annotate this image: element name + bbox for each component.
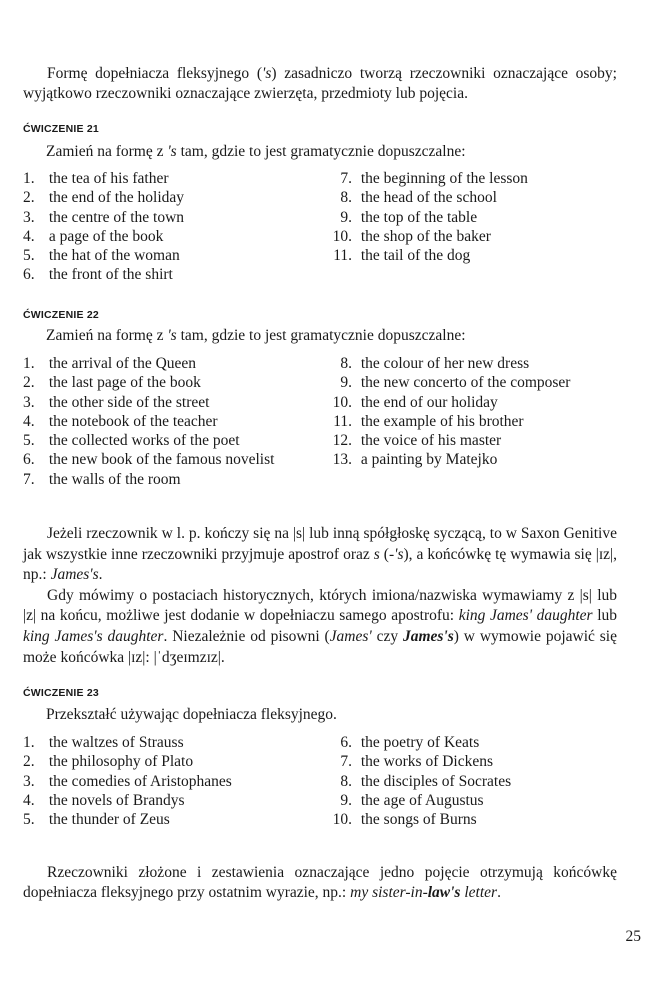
item-text: the tea of his father [48, 170, 169, 187]
item-text: the disciples of Socrates [360, 772, 512, 790]
item-number: 2. [23, 374, 35, 392]
item-text: the other side of the street [48, 393, 210, 411]
italic-text: s [373, 545, 380, 563]
exercise-item [23, 354, 274, 373]
item-text: the colour of her new dress [360, 355, 530, 372]
item-text: the new book of the famous novelist [48, 451, 275, 469]
compound-nouns-paragraph [23, 863, 617, 903]
italic-text: James's [50, 566, 99, 584]
item-text: the philosophy of Plato [48, 753, 194, 771]
text: Rzeczowniki złożone i zestawienia oznaczające jedno pojęcie otrzymują końcówkę dopełniacza fleksyjnego przy ostatnim wyrazie, np.: [23, 864, 617, 901]
item-number: 7. [340, 753, 352, 771]
item-number: 10. [332, 393, 352, 411]
item-number: 5. [23, 811, 35, 829]
item-text: the end of the holiday [48, 189, 185, 207]
exercise-item [330, 354, 570, 373]
item-number: 1. [23, 355, 35, 372]
item-text: the new concerto of the composer [360, 374, 571, 392]
item-number: 3. [23, 393, 35, 411]
item-number: 8. [340, 772, 352, 790]
instruction-text: Zamień na formę z [46, 143, 168, 160]
item-number: 5. [23, 432, 35, 450]
item-text: the tail of the dog [360, 247, 471, 265]
page-number: 25 [625, 928, 641, 945]
exercise-22-instruction [46, 326, 466, 346]
exercise-23-heading: ĆWICZENIE 23 [23, 687, 99, 699]
item-number: 6. [23, 266, 35, 284]
italic-text: letter [460, 884, 498, 901]
text: . [98, 566, 103, 584]
item-text: the notebook of the teacher [48, 412, 218, 430]
item-number: 8. [340, 355, 352, 372]
exercise-item [23, 208, 184, 227]
saxon-paragraph-1 [23, 524, 617, 586]
item-text: the novels of Brandys [48, 791, 185, 809]
item-number: 13. [332, 451, 352, 469]
item-text: a painting by Matejko [360, 451, 498, 469]
instruction-italic: 's [167, 143, 177, 160]
text: lub [592, 607, 617, 625]
item-number: 10. [332, 227, 352, 245]
item-number: 4. [23, 227, 35, 245]
exercise-item [23, 431, 274, 450]
item-text: the walls of the room [48, 470, 181, 488]
item-text: the top of the table [360, 208, 478, 226]
exercise-22-left-list [23, 354, 274, 489]
item-number: 3. [23, 208, 35, 226]
instruction-text: tam, gdzie to jest gramatycznie dopuszczalne: [176, 143, 466, 160]
item-text: the beginning of the lesson [360, 170, 528, 187]
text: czy [371, 627, 403, 645]
item-number: 1. [23, 734, 35, 751]
exercise-item [330, 772, 511, 791]
item-number: 9. [340, 791, 352, 809]
exercise-item [330, 188, 528, 207]
exercise-item [330, 169, 528, 188]
item-text: the age of Augustus [360, 791, 484, 809]
exercise-22-right-list [330, 354, 570, 470]
item-text: the shop of the baker [360, 227, 491, 245]
item-number: 9. [340, 374, 352, 392]
item-number: 6. [23, 451, 35, 469]
intro-text-2: ) zasadniczo tworzą rzeczowniki oznaczające osoby; wyjątkowo rzeczowniki oznaczające zwierzęta, przedmioty lub pojęcia. [23, 65, 617, 102]
italic-text: James' [329, 627, 372, 645]
item-text: the front of the shirt [48, 266, 173, 284]
item-text: the arrival of the Queen [48, 355, 197, 372]
italic-text: my sister-in- [350, 884, 428, 901]
item-number: 2. [23, 189, 35, 207]
item-text: a page of the book [48, 227, 164, 245]
exercise-item [23, 412, 274, 431]
item-number: 11. [333, 247, 352, 265]
item-text: the songs of Burns [360, 811, 477, 829]
exercise-21-heading: ĆWICZENIE 21 [23, 123, 99, 135]
item-text: the works of Dickens [360, 753, 494, 771]
exercise-item [330, 733, 511, 752]
item-number: 12. [332, 432, 352, 450]
item-text: the last page of the book [48, 374, 201, 392]
exercise-item [23, 373, 274, 392]
item-text: the thunder of Zeus [48, 811, 170, 829]
exercise-21-instruction [46, 142, 466, 162]
text: Gdy mówimy o postaciach historycznych, których imiona/nazwiska wymawiamy z |s| lub |z| na końcu, możliwe jest dodanie w dopełniaczu samego apostrofu: [23, 586, 617, 625]
text: (- [379, 545, 395, 563]
text: . Niezależnie od pisowni ( [163, 627, 330, 645]
exercise-item [330, 393, 570, 412]
instruction-text: Zamień na formę z [46, 327, 168, 344]
italic-text: king James' daughter [458, 607, 593, 625]
item-text: the collected works of the poet [48, 432, 240, 450]
item-number: 3. [23, 772, 35, 790]
saxon-paragraph-2 [23, 586, 617, 668]
exercise-item [23, 450, 274, 469]
saxon-genitive-paragraphs [23, 524, 617, 668]
item-number: 4. [23, 791, 35, 809]
intro-italic: 's [262, 65, 272, 82]
exercise-item [23, 772, 232, 791]
item-number: 1. [23, 170, 35, 187]
item-text: the waltzes of Strauss [48, 734, 184, 751]
instruction-italic: 's [167, 327, 177, 344]
exercise-22-heading: ĆWICZENIE 22 [23, 309, 99, 321]
exercise-item [330, 208, 528, 227]
intro-paragraph [23, 64, 617, 104]
exercise-item [23, 169, 184, 188]
exercise-item [23, 752, 232, 771]
item-number: 7. [340, 170, 352, 187]
exercise-item [23, 393, 274, 412]
exercise-item [330, 227, 528, 246]
bold-italic-text: James's [402, 627, 454, 645]
text: ) w wymowie pojawić się może końcówka |ɪz|: |ˈdʒeɪmzɪz|. [23, 627, 617, 666]
bold-italic-text: law's [427, 884, 461, 901]
item-text: the end of our holiday [360, 393, 498, 411]
item-number: 6. [340, 734, 352, 751]
exercise-21-left-list [23, 169, 184, 285]
item-number: 4. [23, 412, 35, 430]
italic-text: king James's daughter [23, 627, 164, 645]
exercise-item [330, 791, 511, 810]
text: ), a końcówkę tę wymawia się |ɪz|, np.: [23, 545, 617, 584]
exercise-item [23, 227, 184, 246]
item-number: 5. [23, 247, 35, 265]
item-number: 7. [23, 470, 35, 488]
exercise-item [330, 450, 570, 469]
item-text: the centre of the town [48, 208, 185, 226]
exercise-23-instruction: Przekształć używając dopełniacza fleksyjnego. [46, 706, 337, 723]
text: . [497, 884, 501, 901]
exercise-21-right-list [330, 169, 528, 265]
item-number: 10. [332, 811, 352, 829]
item-text: the example of his brother [360, 412, 524, 430]
exercise-item [23, 791, 232, 810]
exercise-item [330, 752, 511, 771]
exercise-item [330, 431, 570, 450]
item-text: the comedies of Aristophanes [48, 772, 232, 790]
exercise-item [330, 246, 528, 265]
exercise-23-left-list [23, 733, 232, 829]
item-number: 8. [340, 189, 352, 207]
item-number: 2. [23, 753, 35, 771]
item-number: 9. [340, 208, 352, 226]
exercise-item [23, 470, 274, 489]
item-number: 11. [333, 412, 352, 430]
exercise-item [330, 373, 570, 392]
exercise-item [330, 412, 570, 431]
exercise-23-right-list [330, 733, 511, 829]
item-text: the voice of his master [360, 432, 502, 450]
item-text: the hat of the woman [48, 247, 180, 265]
intro-text-1: Formę dopełniacza fleksyjnego ( [47, 65, 262, 82]
instruction-text: tam, gdzie to jest gramatycznie dopuszczalne: [176, 327, 466, 344]
item-text: the head of the school [360, 189, 497, 207]
italic-text: 's [394, 545, 404, 563]
exercise-item [23, 188, 184, 207]
exercise-item [23, 246, 184, 265]
text: Jeżeli rzeczownik w l. p. kończy się na |s| lub inną spółgłoskę syczącą, to w Saxon Genitive jak wszystkie inne rzeczowniki przyjmuje apostrof oraz [23, 525, 617, 563]
exercise-item [23, 733, 232, 752]
item-text: the poetry of Keats [360, 734, 480, 751]
exercise-item [23, 265, 184, 284]
exercise-item [23, 810, 232, 829]
exercise-item [330, 810, 511, 829]
